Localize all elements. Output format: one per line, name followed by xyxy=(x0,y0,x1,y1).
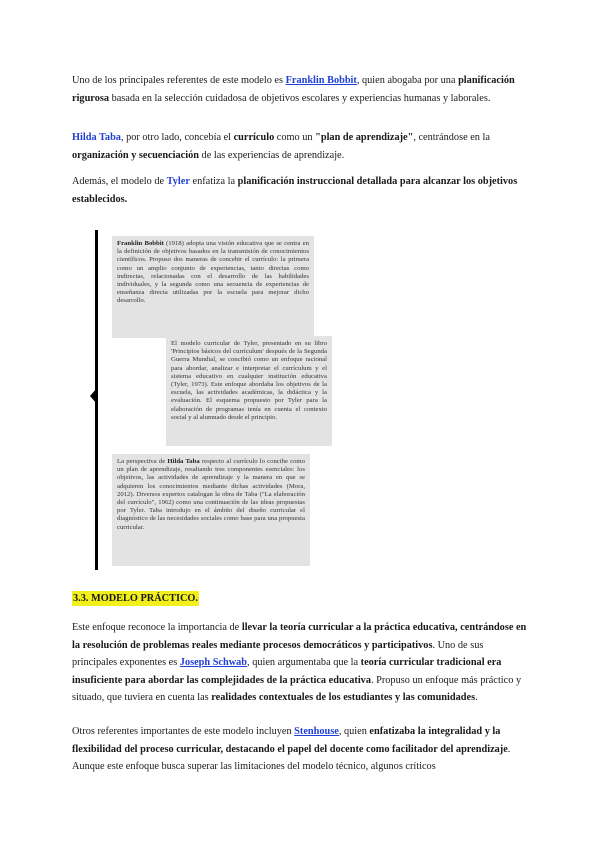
timeline-figure xyxy=(90,228,332,572)
section-heading: 3.3. MODELO PRÁCTICO. xyxy=(73,593,198,604)
link-franklin-bobbit[interactable]: Franklin Bobbit xyxy=(285,75,357,86)
link-stenhouse[interactable]: Stenhouse xyxy=(294,726,339,737)
paragraph-practical-model: Este enfoque reconoce la importancia de llevar la teoría curricular a la práctica educativa, centrándose en la resolución de problemas reales mediante procesos democráticos y participativos. Uno de sus principales exponentes es Joseph Schwab, quien argumentaba que la teoría curricular tradicional era insuficiente para abordar las complejidades de la práctica educativa. Propuso un enfoque más práctico y situado, que tuviera en cuenta las realidades contextuales de los estudiantes y las comunidades. xyxy=(72,622,527,703)
figure-box-taba: La perspectiva de Hilda Taba respecto al currículo lo concibe como un plan de aprendizaje, resaltando tres componentes esenciales: los objetivos, las actividades de aprendizaje y la manera en que se adquieren los conocimientos mediante dichas actividades (Mora, 2012). Diversos expertos catalogan la obra de Taba ("La elaboración del currículo", 1962) como una continuación de las ideas propuestas por Tyler. Taba introdujo en el ámbito del diseño curricular el diagnóstico de las necesidades sociales como base para una propuesta curricular. xyxy=(112,454,310,566)
paragraph-taba: Hilda Taba, por otro lado, concebía el currículo como un "plan de aprendizaje", centrándose en la organización y secuenciación de las experiencias de aprendizaje. xyxy=(72,132,490,161)
paragraph-stenhouse: Otros referentes importantes de este modelo incluyen Stenhouse, quien enfatizaba la integralidad y la flexibilidad del proceso curricular, destacando el papel del docente como facilitador del aprendizaje. Aunque este enfoque busca superar las limitaciones del modelo técnico, algunos críticos xyxy=(72,726,511,772)
name-hilda-taba: Hilda Taba xyxy=(72,132,121,143)
paragraph-bobbit: Uno de los principales referentes de este modelo es Franklin Bobbit, quien abogaba por una planificación rigurosa basada en la selección cuidadosa de objetivos escolares y experiencias humanas y laborales. xyxy=(72,75,515,104)
name-tyler: Tyler xyxy=(166,176,190,187)
link-joseph-schwab[interactable]: Joseph Schwab xyxy=(179,657,248,668)
figure-box-bobbit: Franklin Bobbit (1918) adopta una visión educativa que se centra en la definición de objetivos basados en la transmisión de conocimientos científicos. Propuso dos maneras de concebir el currículo: la primera como un amplio conjunto de experiencias, tanto directas como indirectas, relacionadas con el desarrollo de las habilidades individuales, y la segunda como una secuencia de experiencias de enseñanza directa utilizadas por la escuela para mejorar dicho desarrollo. xyxy=(112,236,314,338)
figure-box-tyler: El modelo curricular de Tyler, presentado en su libro 'Principios básicos del currículum' después de la Segunda Guerra Mundial, se concibió como un enfoque racional para abordar, analizar e interpretar el currículum y el sistema educativo en cualquier institución educativa (Tyler, 1973). Este enfoque abordaba los objetivos de la escuela, las actividades académicas, la didáctica y la evaluación. El esquema propuesto por Tyler para la elaboración de programas tenía en cuenta el contexto social y al alumnado desde el principio. xyxy=(166,336,332,446)
paragraph-tyler: Además, el modelo de Tyler enfatiza la planificación instruccional detallada para alcanzar los objetivos establecidos. xyxy=(72,176,518,205)
timeline-notch xyxy=(90,388,97,404)
